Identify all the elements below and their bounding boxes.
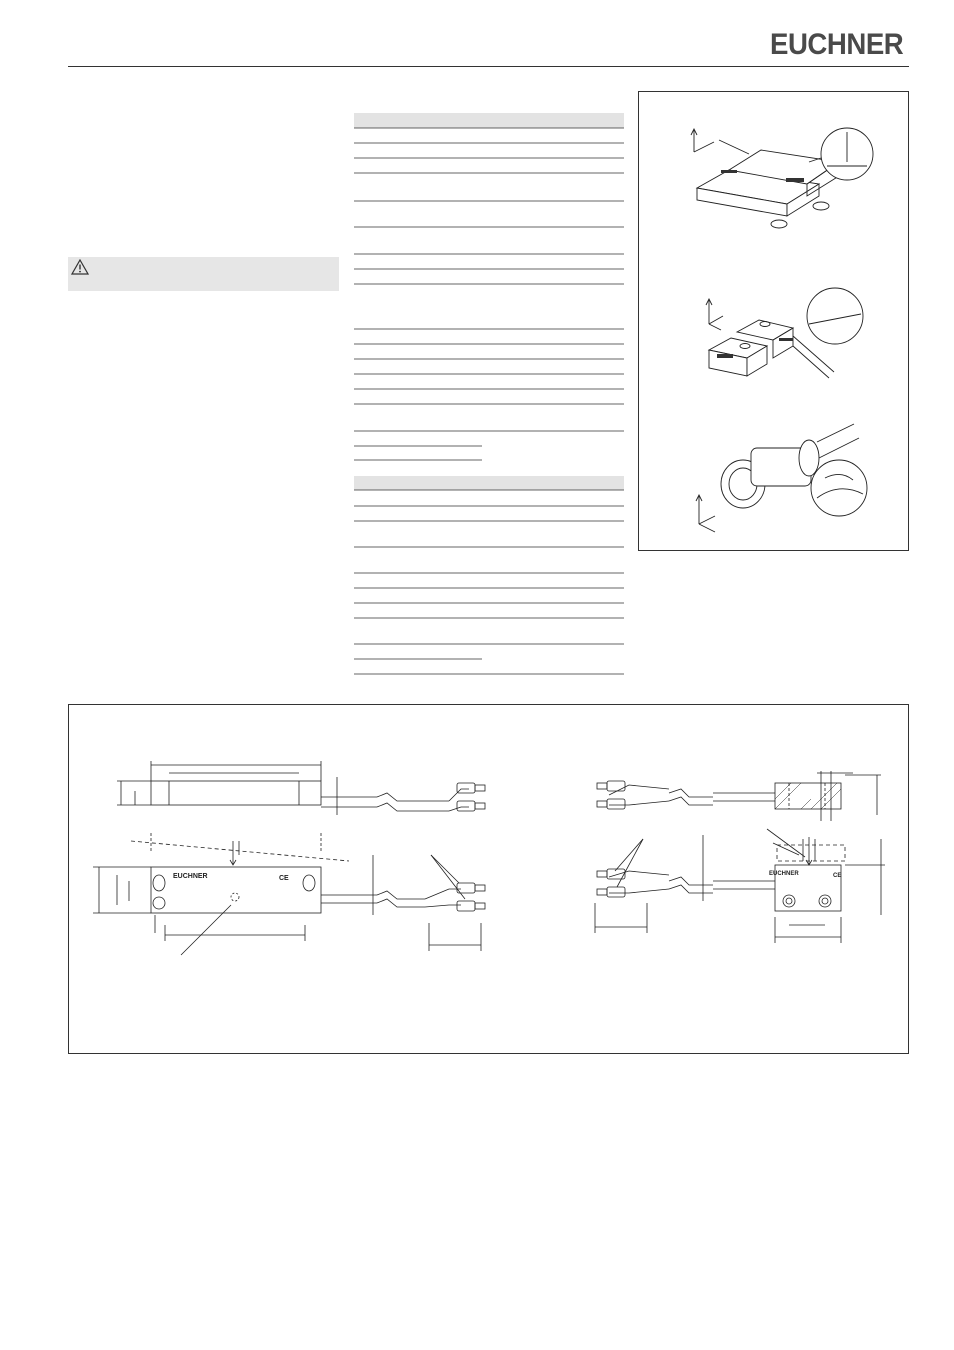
rectangular-switch-actuator-image [691, 128, 873, 228]
compact-switch-actuator-image [706, 288, 863, 378]
long-housing-dimension-drawing [93, 761, 485, 955]
brand-logo: EUCHNER [770, 28, 904, 61]
technical-data-table [354, 112, 624, 677]
label-brand: EUCHNER [173, 873, 208, 880]
warning-notice [68, 257, 339, 291]
ce-mark: CE [279, 875, 289, 882]
label-brand-short: EUCHNER [769, 871, 799, 877]
table-section-1 [354, 113, 624, 460]
cylindrical-switch-actuator-image [696, 424, 867, 532]
product-illustrations [638, 91, 909, 551]
short-housing-dimension-drawing [595, 771, 885, 943]
ce-mark-short: CE [833, 873, 842, 879]
dimension-drawings [68, 704, 909, 1054]
warning-triangle-icon [71, 259, 89, 275]
table-section-2 [354, 476, 624, 674]
header-divider [68, 66, 909, 67]
